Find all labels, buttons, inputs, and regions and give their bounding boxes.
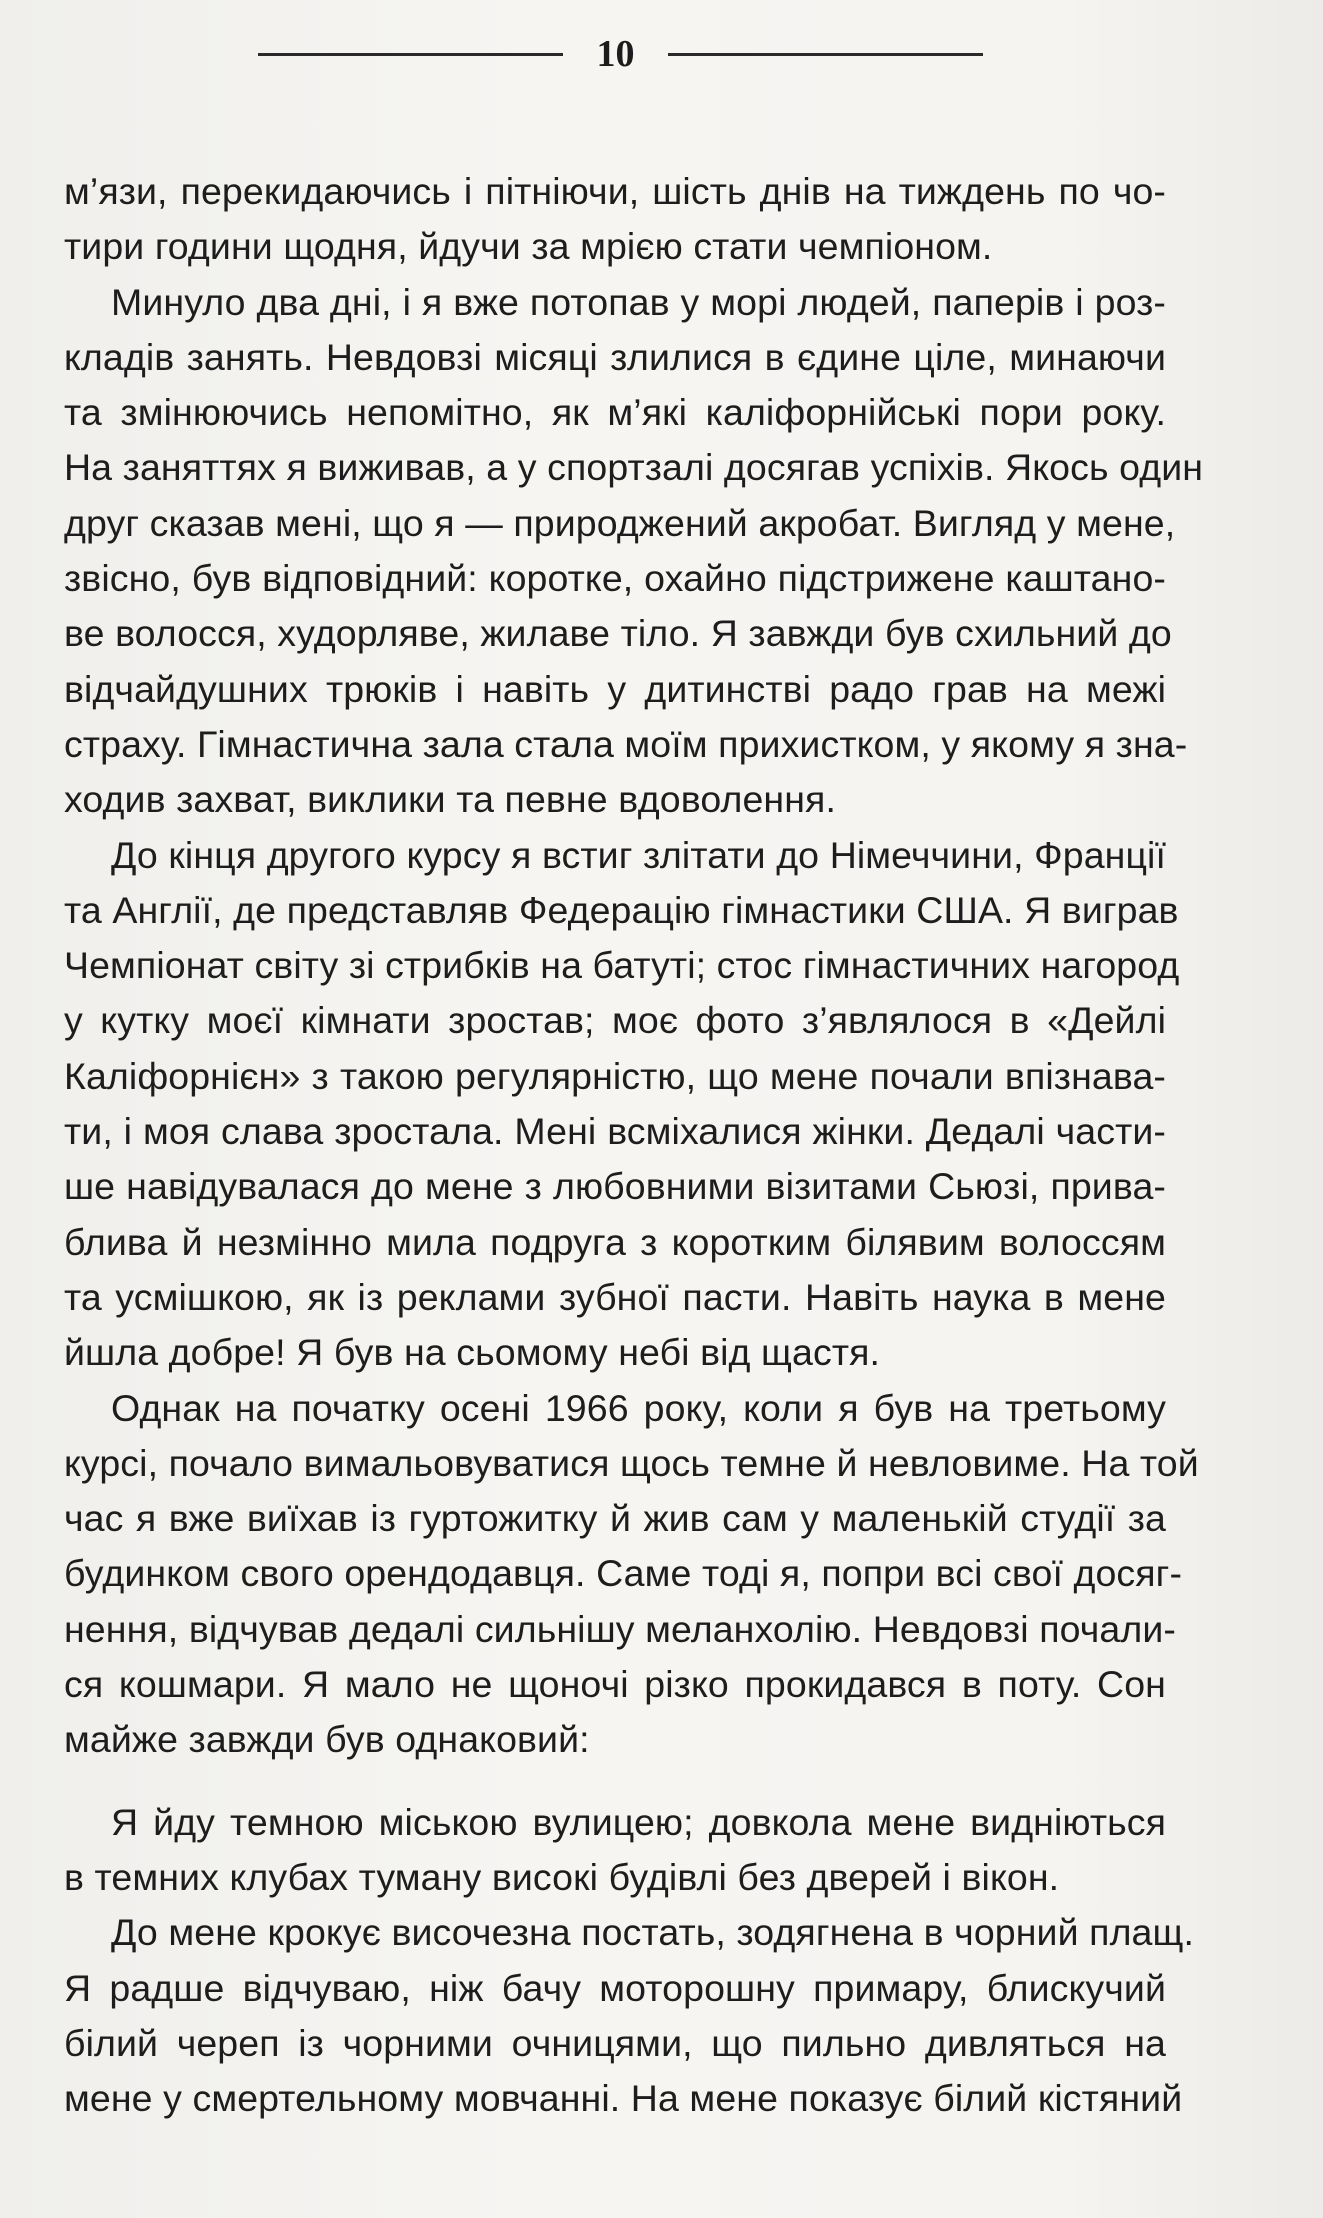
text-line: відчайдушних трюків і навіть у дитинстві радо грав на межі <box>64 667 1166 710</box>
text-line: ся кошмари. Я мало не щоночі різко прокидався в поту. Сон <box>64 1663 1166 1706</box>
text-line: Чемпіонат світу зі стрибків на батуті; стос гімнастичних нагород <box>64 944 1180 987</box>
text-line: блива й незмінно мила подруга з коротким білявим волоссям <box>64 1220 1166 1263</box>
text-line: нення, відчував дедалі сильнішу меланхолію. Невдовзі почали- <box>64 1607 1176 1650</box>
header-rule-right <box>668 53 983 56</box>
text-line: тири години щодня, йдучи за мрією стати чемпіоном. <box>64 225 993 268</box>
text-line: друг сказав мені, що я — природжений акробат. Вигляд у мене, <box>64 501 1176 544</box>
page-header <box>258 30 983 78</box>
text-line: в темних клубах туману високі будівлі без дверей і вікон. <box>64 1855 1060 1898</box>
text-line: Я йду темною міською вулицею; довкола мене видніються <box>111 1800 1166 1843</box>
body-text <box>64 164 1204 2126</box>
text-line: На заняттях я виживав, а у спортзалі досягав успіхів. Якось один <box>64 446 1204 489</box>
text-line: курсі, почало вимальовуватися щось темне й невловиме. На той <box>64 1441 1199 1484</box>
text-line: та змінюючись непомітно, як м’які каліфорнійські пори року. <box>64 391 1166 434</box>
text-line: та усмішкою, як із реклами зубної пасти. Навіть наука в мене <box>64 1275 1166 1318</box>
text-line: мене у смертельному мовчанні. На мене показує білий кістяний <box>64 2077 1183 2120</box>
text-line: ти, і моя слава зростала. Мені всміхалися жінки. Дедалі части- <box>64 1110 1166 1153</box>
text-line: ше навідувалася до мене з любовними візитами Сьюзі, прива- <box>64 1165 1166 1208</box>
text-line: у кутку моєї кімнати зростав; моє фото з’являлося в «Дейлі <box>64 999 1166 1042</box>
text-line: кладів занять. Невдовзі місяці злилися в єдине ціле, минаючи <box>64 335 1166 378</box>
page-number: 10 <box>596 33 635 75</box>
text-line: ве волосся, худорляве, жилаве тіло. Я завжди був схильний до <box>64 612 1172 655</box>
paragraph-gap <box>64 1768 1166 1795</box>
text-line: звісно, був відповідний: коротке, охайно підстрижене каштано- <box>64 557 1166 600</box>
header-rule-left <box>258 53 563 56</box>
text-line: майже завжди був однаковий: <box>64 1718 590 1761</box>
text-line: м’язи, перекидаючись і пітніючи, шість днів на тиждень по чо- <box>64 170 1166 212</box>
text-line: Минуло два дні, і я вже потопав у морі людей, паперів і роз- <box>111 280 1166 323</box>
text-line: та Англії, де представляв Федерацію гімнастики США. Я виграв <box>64 888 1179 931</box>
text-line: До кінця другого курсу я встиг злітати до Німеччини, Франції <box>111 833 1166 876</box>
text-line: страху. Гімнастична зала стала моїм прихистком, у якому я зна- <box>64 722 1188 765</box>
text-line: До мене крокує височезна постать, зодягнена в чорний плащ. <box>111 1911 1194 1954</box>
text-line: час я вже виїхав із гуртожитку й жив сам у маленькій студії за <box>64 1497 1166 1540</box>
text-line: білий череп із чорними очницями, що пильно дивляться на <box>64 2021 1166 2064</box>
text-line: Я радше відчуваю, ніж бачу моторошну примару, блискучий <box>64 1966 1166 2009</box>
text-line: будинком свого орендодавця. Саме тоді я, попри всі свої досяг- <box>64 1552 1183 1595</box>
text-line: йшла добре! Я був на сьомому небі від щастя. <box>64 1331 881 1374</box>
text-line: ходив захват, виклики та певне вдоволення. <box>64 778 836 821</box>
text-line: Каліфорнієн» з такою регулярністю, що мене почали впізнава- <box>64 1054 1166 1097</box>
text-line: Однак на початку осені 1966 року, коли я був на третьому <box>111 1386 1166 1429</box>
